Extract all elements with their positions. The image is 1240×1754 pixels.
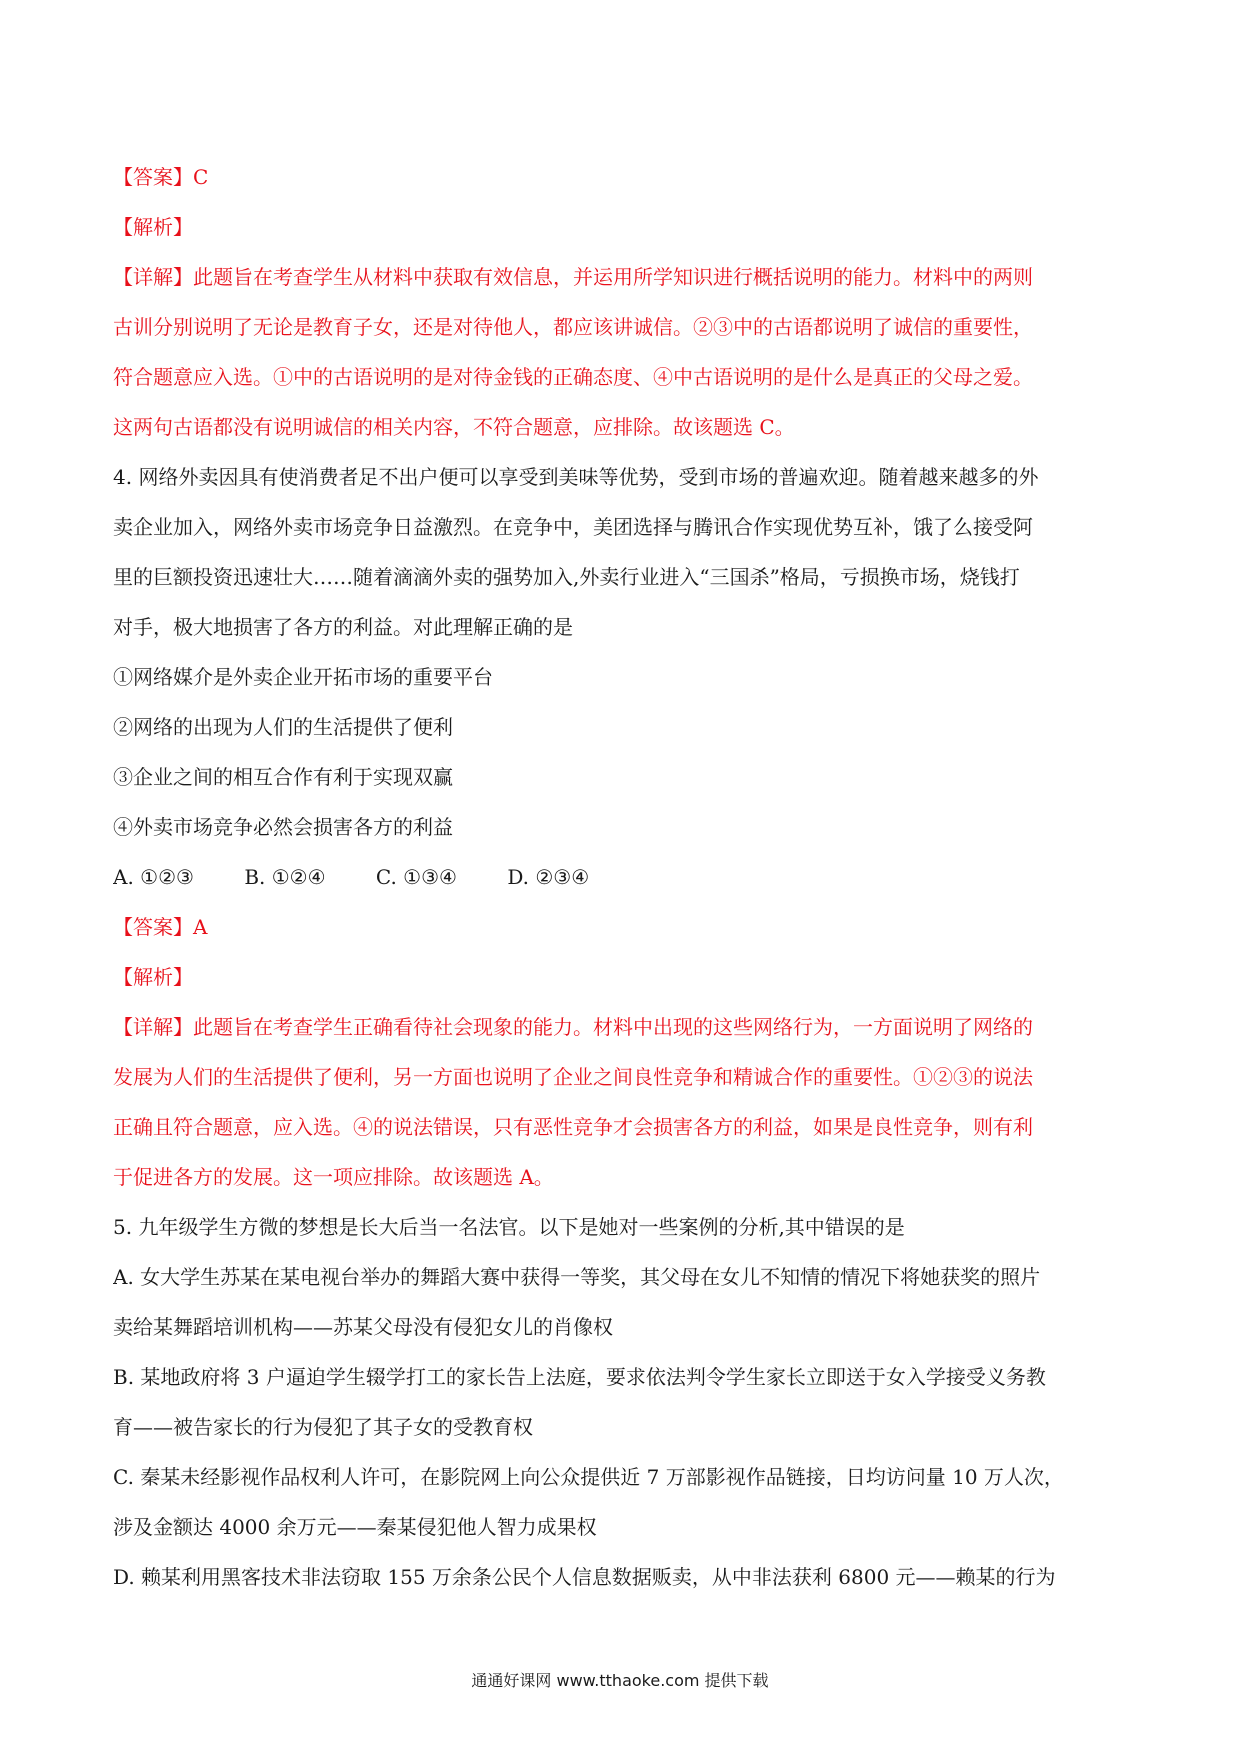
q4-stem-line: 卖企业加入，网络外卖市场竞争日益激烈。在竞争中，美团选择与腾讯合作实现优势互补，饿了么接受阿 <box>113 515 1033 539</box>
q3-detail-line: 这两句古语都没有说明诚信的相关内容，不符合题意，应排除。故该题选 C。 <box>113 415 795 439</box>
q4-analysis-heading: 【解析】 <box>113 965 193 989</box>
q4-detail-line: 正确且符合题意，应入选。④的说法错误，只有恶性竞争才会损害各方的利益，如果是良性竞争，则有利 <box>113 1115 1033 1139</box>
q5-option-line: 育——被告家长的行为侵犯了其子女的受教育权 <box>113 1415 533 1439</box>
q4-statement: ①网络媒介是外卖企业开拓市场的重要平台 <box>113 665 493 689</box>
q5-stem: 5. 九年级学生方微的梦想是长大后当一名法官。以下是她对一些案例的分析,其中错误的是 <box>113 1215 905 1239</box>
q5-option-line: 涉及金额达 4000 余万元——秦某侵犯他人智力成果权 <box>113 1515 597 1539</box>
page-footer: 通通好课网 www.tthaoke.com 提供下载 <box>471 1671 769 1690</box>
q5-option-line: B. 某地政府将 3 户逼迫学生辍学打工的家长告上法庭，要求依法判令学生家长立即送于女入学接受义务教 <box>113 1365 1046 1389</box>
q3-detail-line: 【详解】此题旨在考查学生从材料中获取有效信息，并运用所学知识进行概括说明的能力。材料中的两则 <box>113 265 1033 289</box>
q4-option-d: D. ②③④ <box>507 865 590 889</box>
q5-option-line: D. 赖某利用黑客技术非法窃取 155 万余条公民个人信息数据贩卖，从中非法获利 6800 元——赖某的行为 <box>113 1565 1056 1589</box>
q4-stem-line: 对手，极大地损害了各方的利益。对此理解正确的是 <box>113 615 573 639</box>
q5-option-line: 卖给某舞蹈培训机构——苏某父母没有侵犯女儿的肖像权 <box>113 1315 613 1339</box>
q4-detail-line: 【详解】此题旨在考查学生正确看待社会现象的能力。材料中出现的这些网络行为，一方面说明了网络的 <box>113 1015 1033 1039</box>
q4-stem-line: 里的巨额投资迅速壮大……随着滴滴外卖的强势加入,外卖行业进入“三国杀”格局，亏损换市场，烧钱打 <box>113 565 1020 589</box>
q4-options <box>113 852 1133 902</box>
q4-statement: ②网络的出现为人们的生活提供了便利 <box>113 715 453 739</box>
q4-detail-line: 发展为人们的生活提供了便利，另一方面也说明了企业之间良性竞争和精诚合作的重要性。①②③的说法 <box>113 1065 1033 1089</box>
q3-answer: 【答案】C <box>113 165 209 189</box>
q3-detail-line: 古训分别说明了无论是教育子女，还是对待他人，都应该讲诚信。②③中的古语都说明了诚信的重要性， <box>113 315 1033 339</box>
q3-detail-line: 符合题意应入选。①中的古语说明的是对待金钱的正确态度、④中古语说明的是什么是真正的父母之爱。 <box>113 365 1033 389</box>
q4-detail-line: 于促进各方的发展。这一项应排除。故该题选 A。 <box>113 1165 554 1189</box>
q4-option-a: A. ①②③ <box>113 865 194 889</box>
q4-answer: 【答案】A <box>113 915 208 939</box>
q4-statement: ③企业之间的相互合作有利于实现双赢 <box>113 765 453 789</box>
q4-stem-line: 4. 网络外卖因具有使消费者足不出户便可以享受到美味等优势，受到市场的普遍欢迎。随着越来越多的外 <box>113 465 1039 489</box>
q5-option-line: C. 秦某未经影视作品权利人许可，在影院网上向公众提供近 7 万部影视作品链接，日均访问量 10 万人次， <box>113 1465 1064 1489</box>
q4-statement: ④外卖市场竞争必然会损害各方的利益 <box>113 815 453 839</box>
q3-analysis-heading: 【解析】 <box>113 215 193 239</box>
document-body <box>113 152 1133 1602</box>
q4-option-c: C. ①③④ <box>375 865 457 889</box>
q4-option-b: B. ①②④ <box>244 865 326 889</box>
q5-option-line: A. 女大学生苏某在某电视台举办的舞蹈大赛中获得一等奖，其父母在女儿不知情的情况下将她获奖的照片 <box>113 1265 1041 1289</box>
